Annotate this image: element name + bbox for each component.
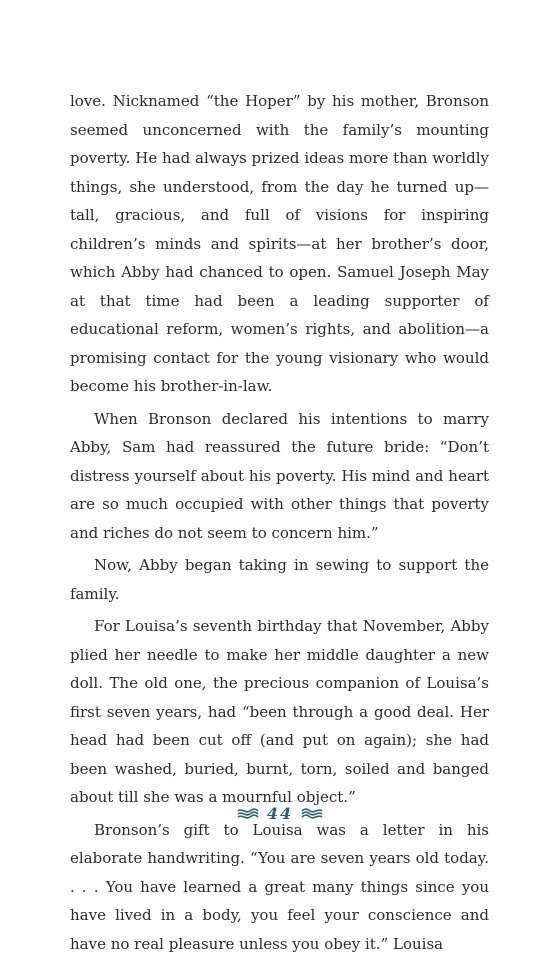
page-number: 44 [267,804,293,823]
wave-ornament-right-icon [301,808,323,820]
paragraph-marriage-intentions: When Bronson declared his intentions to marry Abby, Sam had reassured the future bride: “Don’t distress yourself about his poverty. His mind and heart are so much occupied with other things that poverty and riches do not seem to concern him.” [70,405,489,548]
wave-ornament-left-icon [237,808,259,820]
paragraph-seventh-birthday: For Louisa’s seventh birthday that November, Abby plied her needle to make her middle daughter a new doll. The old one, the precious companion of Louisa’s first seven years, had “been through a good deal. Her head had been cut off (and put on again); she had been washed, buried, burnt, torn, soiled and banged about till she was a mournful object.” [70,612,489,812]
book-page-body [70,87,489,958]
paragraph-hoper: love. Nicknamed “the Hoper” by his mother, Bronson seemed unconcerned with the family’s mounting poverty. He had always prized ideas more than worldly things, she understood, from the day he turned up—tall, gracious, and full of visions for inspiring children’s minds and spirits—at her brother’s door, which Abby had chanced to open. Samuel Joseph May at that time had been a leading supporter of educational reform, women’s rights, and abolition—a promising contact for the young visionary who would become his brother-in-law. [70,87,489,401]
paragraph-sewing: Now, Abby began taking in sewing to support the family. [70,551,489,608]
page-folio [0,804,560,823]
paragraph-bronson-letter: Bronson’s gift to Louisa was a letter in his elaborate handwriting. “You are seven years old today. . . . You have learned a great many things since you have lived in a body, you feel your conscience and have no real pleasure unless you obey it.” Louisa [70,816,489,958]
